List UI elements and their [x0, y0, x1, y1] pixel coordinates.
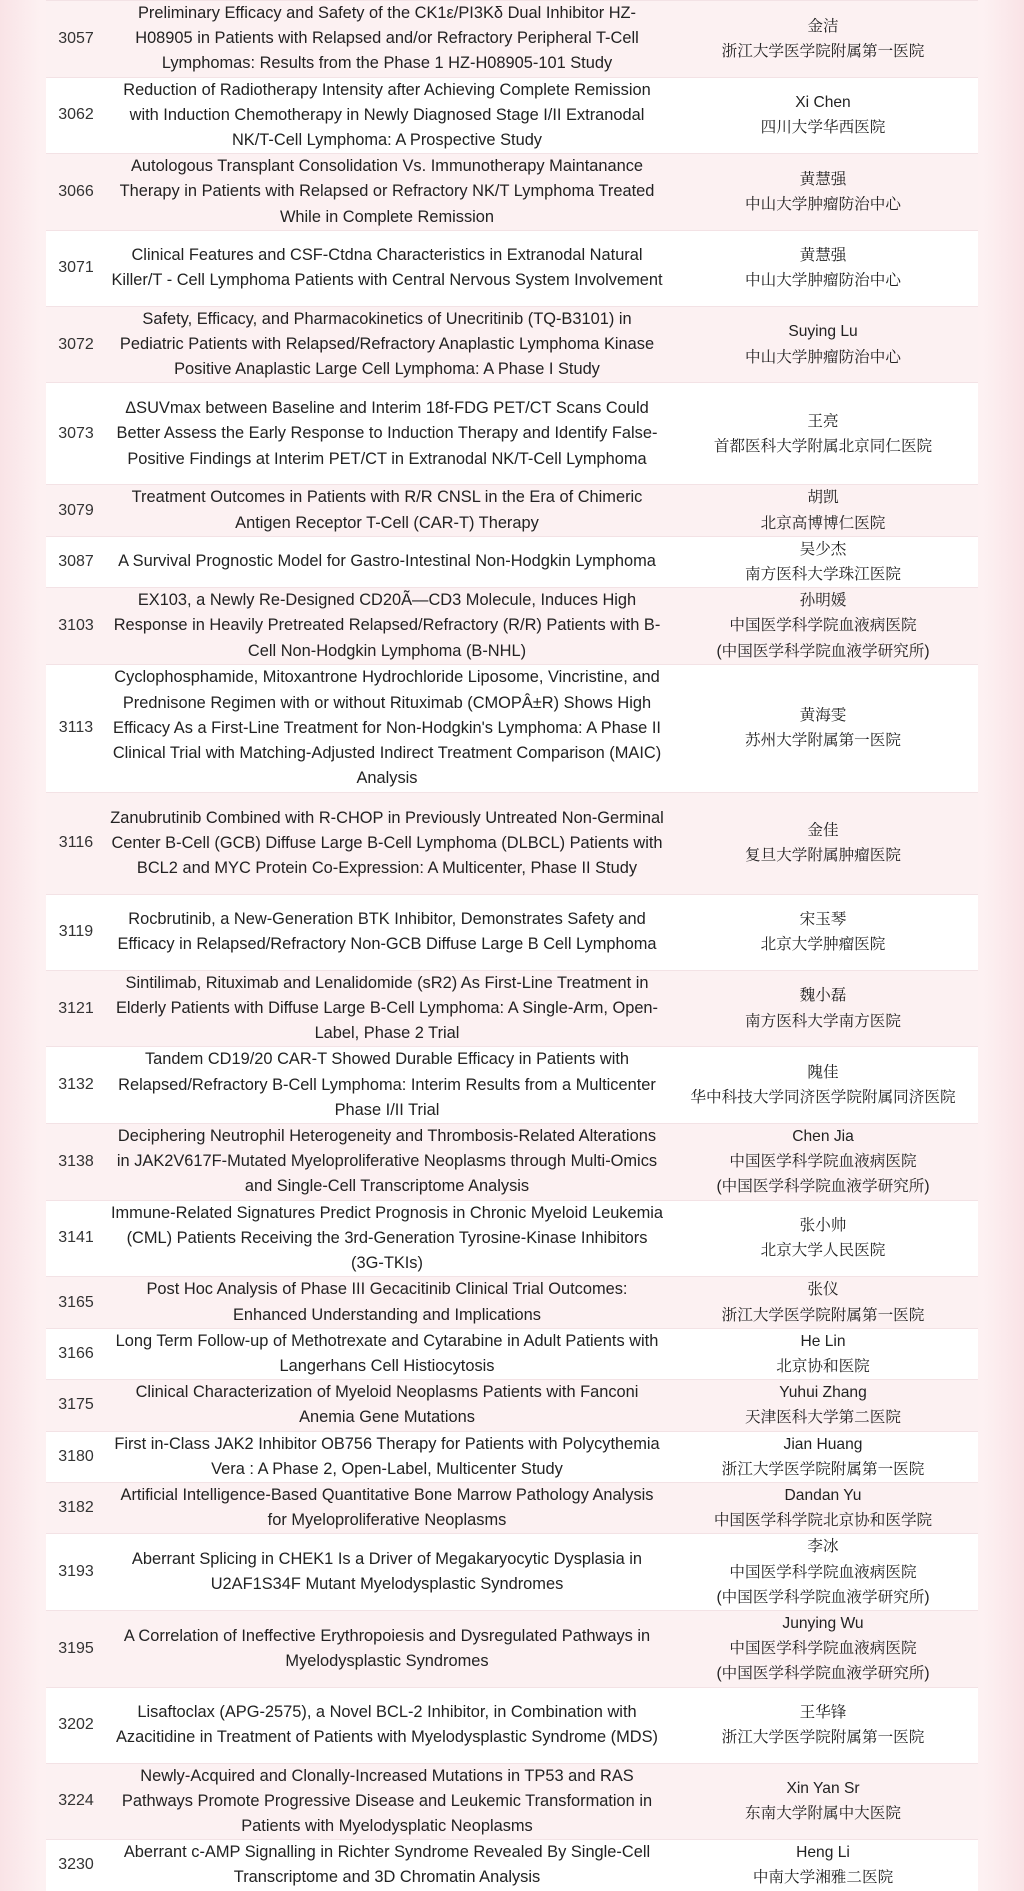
- presenter-cell: [668, 792, 978, 894]
- table-row: [46, 230, 978, 306]
- abstract-title: Cyclophosphamide, Mitoxantrone Hydrochloride Liposome, Vincristine, and Prednisone Regimen with or without Rituximab (CMOPÂ±R) Shows High Efficacy As a First-Line Treatment for Non-Hodgkin's Lymphoma: A Phase II Clinical Trial with Matching-Adjusted Indirect Treatment Comparison (MAIC) Analysis: [112, 668, 662, 788]
- presenter-name: 孙明媛: [799, 592, 847, 610]
- abstract-number: 3079: [46, 485, 106, 536]
- presenter-cell: [668, 894, 978, 970]
- abstract-title-cell: [106, 1534, 668, 1611]
- table-row: [46, 1, 978, 78]
- abstract-number: 3132: [46, 1047, 106, 1124]
- presenter-name: 黄慧强: [799, 247, 847, 265]
- presenter-cell: [668, 536, 978, 587]
- presenter-affiliation: 浙江大学医学院附属第一医院: [721, 1306, 925, 1324]
- table-row: [46, 1200, 978, 1277]
- presenter-affiliation: 浙江大学医学院附属第一医院: [721, 42, 925, 60]
- presenter-cell: [668, 1534, 978, 1611]
- abstract-title-cell: [106, 154, 668, 231]
- abstract-title-cell: [106, 306, 668, 383]
- abstract-number: 3175: [46, 1380, 106, 1431]
- table-row: [46, 1610, 978, 1687]
- abstract-title: Zanubrutinib Combined with R-CHOP in Previously Untreated Non-Germinal Center B-Cell (GCB) Diffuse Large B-Cell Lymphoma (DLBCL) Patients with BCL2 and MYC Protein Co-Expression: A Multicenter, Phase II Study: [110, 808, 664, 877]
- presenter-name: Junying Wu: [782, 1614, 864, 1632]
- abstract-title-cell: [106, 1124, 668, 1201]
- presenter-affiliation: 中山大学肿瘤防治中心: [745, 272, 901, 290]
- abstract-number: 3072: [46, 306, 106, 383]
- presenter-affiliation: 南方医科大学珠江医院: [745, 566, 901, 584]
- abstract-title-cell: [106, 1380, 668, 1431]
- table-row: [46, 485, 978, 536]
- table-row: [46, 894, 978, 970]
- presenter-cell: [668, 1, 978, 78]
- abstract-title: Reduction of Radiotherapy Intensity after Achieving Complete Remission with Induction Chemotherapy in Newly Diagnosed Stage I/II Extranodal NK/T-Cell Lymphoma: A Prospective Study: [123, 80, 651, 150]
- abstract-title-cell: [106, 792, 668, 894]
- presenter-affiliation: 首都医科大学附属北京同仁医院: [713, 437, 933, 455]
- table-row: [46, 1277, 978, 1328]
- abstract-number: 3180: [46, 1431, 106, 1482]
- table-row: [46, 1328, 978, 1379]
- presenter-cell: [668, 970, 978, 1047]
- presenter-name: Chen Jia: [792, 1128, 854, 1146]
- presenter-name: 黄慧强: [799, 170, 847, 188]
- presenter-name: 金洁: [807, 17, 839, 35]
- presenter-affiliation: (中国医学科学院血液学研究所): [716, 642, 930, 660]
- presenter-affiliation: 苏州大学附属第一医院: [745, 732, 901, 750]
- abstract-number: 3062: [46, 77, 106, 154]
- abstract-title: Newly-Acquired and Clonally-Increased Mutations in TP53 and RAS Pathways Promote Progressive Disease and Leukemic Transformation in Patients with Myelodysplatic Neoplasms: [121, 1766, 653, 1835]
- presenter-cell: [668, 306, 978, 383]
- table-row: [46, 664, 978, 792]
- abstract-title: Long Term Follow-up of Methotrexate and Cytarabine in Adult Patients with Langerhans Cell Histiocytosis: [115, 1331, 659, 1375]
- presenter-affiliation: 中南大学湘雅二医院: [752, 1869, 894, 1887]
- presenter-cell: [668, 1047, 978, 1124]
- presenter-affiliation: 四川大学华西医院: [760, 119, 886, 137]
- abstract-title: Tandem CD19/20 CAR-T Showed Durable Efficacy in Patients with Relapsed/Refractory B-Cell Lymphoma: Interim Results from a Multicenter Phase I/II Trial: [118, 1050, 656, 1119]
- presenter-name: 金佳: [807, 822, 839, 840]
- abstract-number: 3116: [46, 792, 106, 894]
- abstract-title: Sintilimab, Rituximab and Lenalidomide (sR2) As First-Line Treatment in Elderly Patients with Diffuse Large B-Cell Lymphoma: A Single-Arm, Open-Label, Phase 2 Trial: [115, 973, 659, 1043]
- presenter-cell: [668, 485, 978, 536]
- abstract-title: ΔSUVmax between Baseline and Interim 18f-FDG PET/CT Scans Could Better Assess the Early Response to Induction Therapy and Identify False-Positive Findings at Interim PET/CT in Extranodal NK/T-Cell Lymphoma: [116, 399, 658, 468]
- presenter-affiliation: 中国医学科学院血液病医院: [729, 1563, 917, 1581]
- abstract-title-cell: [106, 1200, 668, 1277]
- table-row: [46, 1431, 978, 1482]
- presenter-affiliation: (中国医学科学院血液学研究所): [716, 1588, 930, 1606]
- presenter-cell: [668, 154, 978, 231]
- presenter-cell: [668, 1610, 978, 1687]
- abstract-title-cell: [106, 1, 668, 78]
- abstract-number: 3182: [46, 1482, 106, 1533]
- abstract-number: 3057: [46, 1, 106, 78]
- presenter-name: Xi Chen: [795, 94, 851, 112]
- table-row: [46, 383, 978, 485]
- presenter-cell: [668, 230, 978, 306]
- presenter-name: 黄海雯: [799, 707, 847, 725]
- presenter-name: 宋玉琴: [799, 911, 847, 929]
- abstract-title: Aberrant Splicing in CHEK1 Is a Driver of Megakaryocytic Dysplasia in U2AF1S34F Mutant Myelodysplastic Syndromes: [131, 1549, 643, 1594]
- abstract-number: 3166: [46, 1328, 106, 1379]
- abstract-list-page: [46, 0, 978, 1887]
- presenter-affiliation: 北京大学肿瘤医院: [760, 936, 886, 954]
- presenter-affiliation: 东南大学附属中大医院: [745, 1805, 901, 1823]
- abstract-number: 3202: [46, 1687, 106, 1763]
- abstract-number: 3121: [46, 970, 106, 1047]
- abstract-number: 3066: [46, 154, 106, 231]
- abstract-number: 3138: [46, 1124, 106, 1201]
- abstract-number: 3113: [46, 664, 106, 792]
- table-row: [46, 1047, 978, 1124]
- presenter-name: 隗佳: [807, 1064, 839, 1082]
- presenter-name: 魏小磊: [799, 987, 847, 1005]
- table-row: [46, 1840, 978, 1891]
- abstract-number: 3141: [46, 1200, 106, 1277]
- presenter-cell: [668, 383, 978, 485]
- presenter-name: 王亮: [807, 412, 839, 430]
- presenter-affiliation: 浙江大学医学院附属第一医院: [721, 1729, 925, 1747]
- abstract-title-cell: [106, 970, 668, 1047]
- table-row: [46, 1687, 978, 1763]
- presenter-cell: [668, 1840, 978, 1891]
- presenter-cell: [668, 1380, 978, 1431]
- presenter-affiliation: 天津医科大学第二医院: [745, 1409, 901, 1427]
- presenter-name: 李冰: [807, 1538, 839, 1556]
- presenter-cell: [668, 664, 978, 792]
- presenter-cell: [668, 588, 978, 665]
- abstract-title: Deciphering Neutrophil Heterogeneity and Thrombosis-Related Alterations in JAK2V617F-Mutated Myeloproliferative Neoplasms through Multi-Omics and Single-Cell Transcriptome Analysis: [116, 1127, 658, 1196]
- abstract-title: First in-Class JAK2 Inhibitor OB756 Therapy for Patients with Polycythemia Vera : A Phase 2, Open-Label, Multicenter Study: [114, 1434, 660, 1478]
- table-row: [46, 1124, 978, 1201]
- table-row: [46, 588, 978, 665]
- abstract-title: Lisaftoclax (APG-2575), a Novel BCL-2 Inhibitor, in Combination with Azacitidine in Treatment of Patients with Myelodysplastic Syndrome (MDS): [115, 1702, 658, 1747]
- abstract-title: Treatment Outcomes in Patients with R/R CNSL in the Era of Chimeric Antigen Receptor T-Cell (CAR-T) Therapy: [131, 488, 643, 532]
- presenter-affiliation: 复旦大学附属肿瘤医院: [745, 847, 901, 865]
- abstract-title-cell: [106, 1610, 668, 1687]
- abstract-title: Immune-Related Signatures Predict Prognosis in Chronic Myeloid Leukemia (CML) Patients Receiving the 3rd-Generation Tyrosine-Kinase Inhibitors (3G-TKIs): [110, 1203, 664, 1273]
- abstract-title-cell: [106, 1687, 668, 1763]
- presenter-affiliation: 华中科技大学同济医学院附属同济医院: [690, 1089, 956, 1107]
- abstract-title-cell: [106, 588, 668, 665]
- table-row: [46, 306, 978, 383]
- table-row: [46, 1482, 978, 1533]
- abstract-title: Preliminary Efficacy and Safety of the CK1ε/PI3Kδ Dual Inhibitor HZ-H08905 in Patients with Relapsed and/or Refractory Peripheral T-Cell Lymphomas: Results from the Phase 1 HZ-H08905-101 Study: [135, 4, 639, 73]
- abstract-title-cell: [106, 1482, 668, 1533]
- presenter-affiliation: 北京大学人民医院: [760, 1242, 886, 1260]
- abstract-number: 3224: [46, 1763, 106, 1840]
- abstract-title: A Correlation of Ineffective Erythropoiesis and Dysregulated Pathways in Myelodysplastic Syndromes: [123, 1626, 651, 1670]
- presenter-name: Xin Yan Sr: [786, 1780, 860, 1798]
- presenter-name: Dandan Yu: [784, 1486, 862, 1504]
- presenter-cell: [668, 1200, 978, 1277]
- presenter-name: 王华锋: [799, 1703, 847, 1721]
- table-row: [46, 1534, 978, 1611]
- abstract-title: Autologous Transplant Consolidation Vs. Immunotherapy Maintanance Therapy in Patients with Relapsed or Refractory NK/T Lymphoma Treated While in Complete Remission: [119, 157, 655, 226]
- presenter-affiliation: 中国医学科学院血液病医院: [729, 617, 917, 635]
- abstract-title: Safety, Efficacy, and Pharmacokinetics of Unecritinib (TQ-B3101) in Pediatric Patients with Relapsed/Refractory Anaplastic Lymphoma Kinase Positive Anaplastic Large Cell Lymphoma: A Phase I Study: [119, 309, 655, 379]
- abstract-title-cell: [106, 77, 668, 154]
- abstract-title: Rocbrutinib, a New-Generation BTK Inhibitor, Demonstrates Safety and Efficacy in Relapsed/Refractory Non-GCB Diffuse Large B Cell Lymphoma: [117, 910, 657, 954]
- presenter-name: 吴少杰: [799, 540, 847, 558]
- abstract-number: 3195: [46, 1610, 106, 1687]
- presenter-cell: [668, 1277, 978, 1328]
- presenter-affiliation: 浙江大学医学院附属第一医院: [721, 1460, 925, 1478]
- presenter-affiliation: 南方医科大学南方医院: [745, 1012, 901, 1030]
- presenter-name: Suying Lu: [788, 323, 858, 341]
- abstract-number: 3071: [46, 230, 106, 306]
- presenter-cell: [668, 1763, 978, 1840]
- table-row: [46, 77, 978, 154]
- presenter-affiliation: 中山大学肿瘤防治中心: [745, 348, 901, 366]
- presenter-name: He Lin: [800, 1332, 846, 1350]
- presenter-cell: [668, 1431, 978, 1482]
- abstract-title: Aberrant c-AMP Signalling in Richter Syndrome Revealed By Single-Cell Transcriptome and 3D Chromatin Analysis: [123, 1843, 651, 1887]
- presenter-name: Heng Li: [796, 1844, 850, 1862]
- table-row: [46, 1763, 978, 1840]
- abstract-title-cell: [106, 230, 668, 306]
- presenter-affiliation: 中国医学科学院血液病医院: [729, 1640, 917, 1658]
- presenter-affiliation: 中山大学肿瘤防治中心: [745, 196, 901, 214]
- abstract-title-cell: [106, 1840, 668, 1891]
- abstract-title-cell: [106, 485, 668, 536]
- presenter-affiliation: 北京协和医院: [776, 1357, 870, 1375]
- presenter-name: 胡凯: [807, 489, 839, 507]
- table-row: [46, 154, 978, 231]
- abstract-number: 3103: [46, 588, 106, 665]
- abstract-title: Clinical Features and CSF-Ctdna Characteristics in Extranodal Natural Killer/T - Cell Lymphoma Patients with Central Nervous System Involvement: [111, 246, 663, 290]
- abstract-number: 3230: [46, 1840, 106, 1891]
- abstract-title-cell: [106, 1431, 668, 1482]
- presenter-affiliation: 中国医学科学院北京协和医学院: [713, 1512, 933, 1530]
- abstract-title: A Survival Prognostic Model for Gastro-Intestinal Non-Hodgkin Lymphoma: [118, 552, 656, 571]
- abstract-title-cell: [106, 1277, 668, 1328]
- presenter-name: 张小帅: [799, 1217, 847, 1235]
- abstract-title-cell: [106, 894, 668, 970]
- presenter-name: 张仪: [807, 1281, 839, 1299]
- presenter-cell: [668, 1328, 978, 1379]
- abstract-title: Artificial Intelligence-Based Quantitative Bone Marrow Pathology Analysis for Myeloproliferative Neoplasms: [120, 1485, 654, 1530]
- abstract-table-body: [46, 1, 978, 1891]
- abstract-title-cell: [106, 664, 668, 792]
- abstract-title-cell: [106, 1047, 668, 1124]
- table-row: [46, 1380, 978, 1431]
- abstract-title: EX103, a Newly Re-Designed CD20Ã—CD3 Molecule, Induces High Response in Heavily Pretreated Relapsed/Refractory (R/R) Patients with B-Cell Non-Hodgkin Lymphoma (B-NHL): [113, 591, 661, 660]
- table-row: [46, 792, 978, 894]
- abstract-number: 3087: [46, 536, 106, 587]
- abstract-title-cell: [106, 1328, 668, 1379]
- presenter-cell: [668, 77, 978, 154]
- presenter-cell: [668, 1482, 978, 1533]
- presenter-cell: [668, 1687, 978, 1763]
- abstract-number: 3073: [46, 383, 106, 485]
- abstract-number: 3165: [46, 1277, 106, 1328]
- abstract-title-cell: [106, 536, 668, 587]
- abstract-number: 3119: [46, 894, 106, 970]
- presenter-affiliation: (中国医学科学院血液学研究所): [716, 1178, 930, 1196]
- presenter-affiliation: 中国医学科学院血液病医院: [729, 1153, 917, 1171]
- presenter-cell: [668, 1124, 978, 1201]
- table-row: [46, 970, 978, 1047]
- abstract-title-cell: [106, 383, 668, 485]
- abstract-title: Post Hoc Analysis of Phase III Gecacitinib Clinical Trial Outcomes: Enhanced Understanding and Implications: [146, 1280, 628, 1324]
- presenter-name: Jian Huang: [783, 1435, 863, 1453]
- abstract-title: Clinical Characterization of Myeloid Neoplasms Patients with Fanconi Anemia Gene Mutations: [135, 1383, 639, 1427]
- abstract-table: [46, 0, 978, 1891]
- abstract-title-cell: [106, 1763, 668, 1840]
- table-row: [46, 536, 978, 587]
- presenter-name: Yuhui Zhang: [779, 1384, 867, 1402]
- abstract-number: 3193: [46, 1534, 106, 1611]
- presenter-affiliation: 北京高博博仁医院: [760, 514, 886, 532]
- presenter-affiliation: (中国医学科学院血液学研究所): [716, 1665, 930, 1683]
